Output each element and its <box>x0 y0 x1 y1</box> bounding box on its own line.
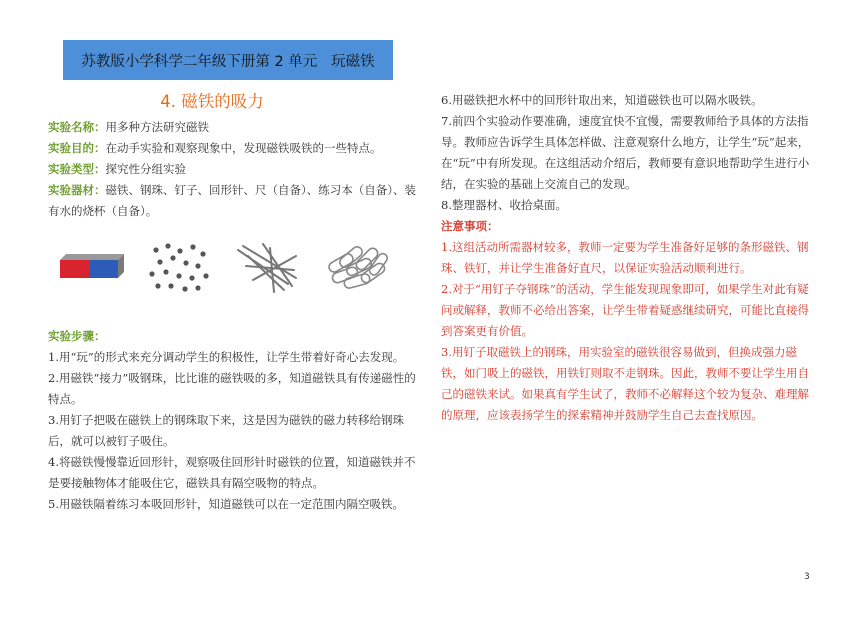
step-item: 6.用磁铁把水杯中的回形针取出来，知道磁铁也可以隔水吸铁。 <box>441 93 763 107</box>
info-name: 实验名称：用多种方法研究磁铁 <box>48 120 209 134</box>
step-item: 3.用钉子把吸在磁铁上的钢珠取下来，这是因为磁铁的磁力转移给钢珠后，就可以被钉子吸住。 <box>48 413 404 448</box>
unit-header-text: 苏教版小学科学二年级下册第 2 单元 玩磁铁 <box>81 53 375 70</box>
page-number: 3 <box>804 572 810 582</box>
info-purpose: 实验目的：在动手实验和观察现象中，发现磁铁吸铁的一些特点。 <box>48 141 382 155</box>
info-type: 实验类型：探究性分组实验 <box>48 162 186 176</box>
steps-heading: 实验步骤： <box>48 329 106 343</box>
note-item: 2.对于“用钉子夺钢珠”的活动，学生能发现现象即可，如果学生对此有疑问或解释，教师不必给出答案，让学生带着疑惑继续研究，可能比直接得到答案更有价值。 <box>441 282 809 338</box>
step-item: 1.用“玩”的形式来充分调动学生的积极性，让学生带着好奇心去发现。 <box>48 350 405 364</box>
lesson-title: 4. 磁铁的吸力 <box>160 92 264 111</box>
info-materials: 实验器材：磁铁、钢珠、钉子、回形针、尺（自备）、练习本（自备）、装有水的烧杯（自备）。 <box>48 183 416 218</box>
nails-icon <box>238 244 296 292</box>
step-item: 4.将磁铁慢慢靠近回形针，观察吸住回形针时磁铁的位置，知道磁铁并不是要接触物体才能吸住它，磁铁具有隔空吸物的特点。 <box>48 455 416 490</box>
note-item: 3.用钉子取磁铁上的钢珠，用实验室的磁铁很容易做到，但换成强力磁铁，如门吸上的磁铁，用铁钉则取不走钢珠。因此，教师不要让学生用自己的磁铁来试。如果真有学生试了，教师不必解释这个较为复杂、难理解的原理，应该表扬学生的探索精神并鼓励学生自己去查找原因。 <box>441 345 809 422</box>
step-item: 5.用磁铁隔着练习本吸回形针，知道磁铁可以在一定范围内隔空吸铁。 <box>48 497 404 511</box>
step-item: 2.用磁铁“接力”吸钢珠，比比谁的磁铁吸的多，知道磁铁具有传递磁性的特点。 <box>48 371 416 406</box>
notes-heading: 注意事项： <box>441 219 499 233</box>
right-column <box>441 90 815 426</box>
materials-images <box>48 236 418 298</box>
note-item: 1.这组活动所需器材较多，教师一定要为学生准备好足够的条形磁铁、钢珠、铁钉，并让学生准备好直尺，以保证实验活动顺利进行。 <box>441 240 809 275</box>
bar-magnet-icon <box>60 254 124 278</box>
steel-balls-icon <box>149 243 208 291</box>
paper-clips-icon <box>327 245 389 289</box>
step-item: 7.前四个实验动作要准确，速度宜快不宜慢，需要教师给予具体的方法指导。教师应告诉学生具体怎样做、注意观察什么地方，让学生“玩”起来，在“玩”中有所发现。在这组活动介绍后，教师要有意识地帮助学生进行小结，在实验的基础上交流自己的发现。 <box>441 114 810 191</box>
unit-header <box>63 40 393 80</box>
step-item: 8.整理器材、收拾桌面。 <box>441 198 567 212</box>
steps-left <box>48 326 418 515</box>
left-column <box>48 117 418 222</box>
